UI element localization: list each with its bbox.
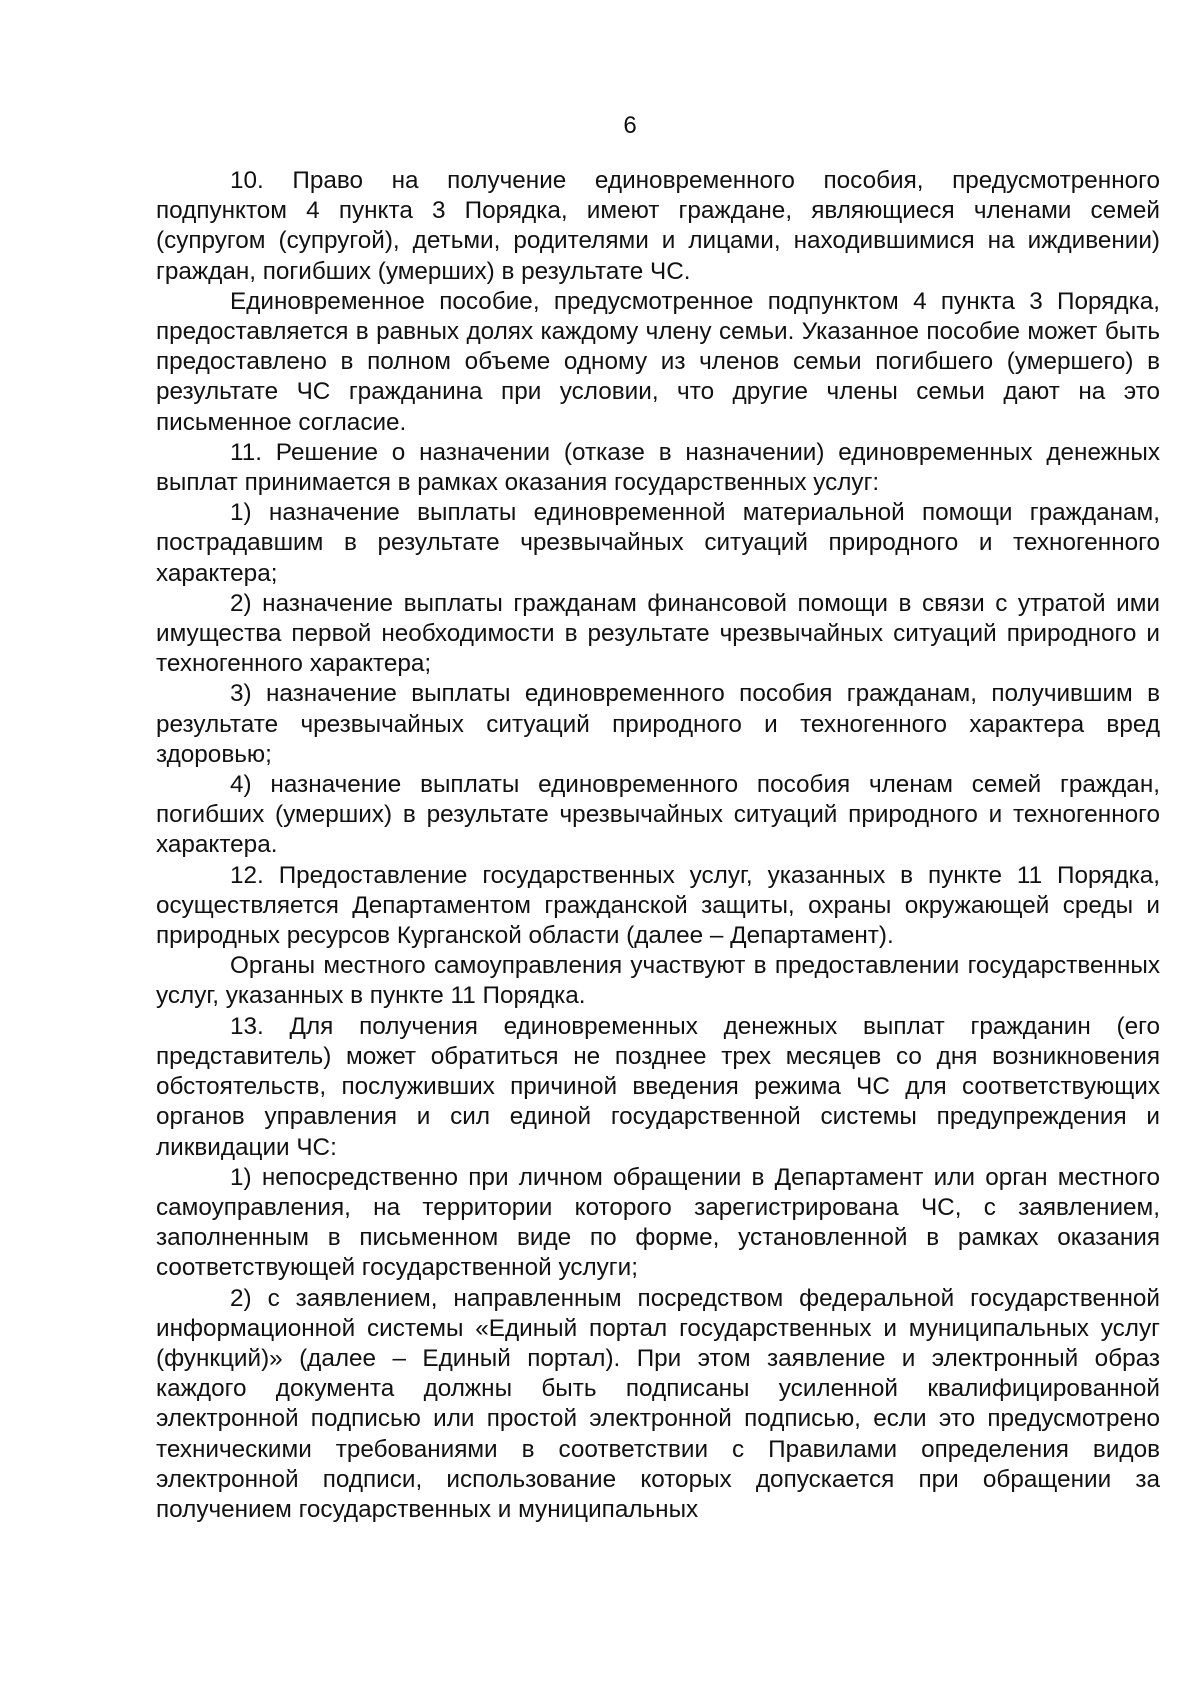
list-item-11-3: 3) назначение выплаты единовременного пособия гражданам, получившим в результате чрезвычайных ситуаций природного и техногенного характера вред здоровью; (156, 680, 1160, 768)
paragraph-10: 10. Право на получение единовременного пособия, предусмотренного подпунктом 4 пункта 3 Порядка, имеют граждане, являющиеся членами семей (супругом (супругой), детьми, родителями и лицами, находившимися на иждивении) граждан, погибших (умерших) в результате ЧС. (156, 167, 1160, 285)
list-item-13-2: 2) с заявлением, направленным посредством федеральной государственной информационной системы «Единый портал государственных и муниципальных услуг (функций)» (далее – Единый портал). При этом заявление и электронный образ каждого документа должны быть подписаны усиленной квалифицированной электронной подписью или простой электронной подписью, если это предусмотрено техническими требованиями в соответствии с Правилами определения видов электронной подписи, использование которых допускается при обращении за получением государственных и муниципальных (156, 1284, 1160, 1523)
page-number: 6 (623, 112, 637, 139)
list-item-11-1: 1) назначение выплаты единовременной материальной помощи гражданам, пострадавшим в результате чрезвычайных ситуаций природного и техногенного характера; (156, 499, 1160, 587)
paragraph-13: 13. Для получения единовременных денежных выплат гражданин (его представитель) может обратиться не позднее трех месяцев со дня возникновения обстоятельств, послуживших причиной введения режима ЧС для соответствующих органов управления и сил единой государственной системы предупреждения и ликвидации ЧС: (156, 1012, 1160, 1161)
list-item-11-2: 2) назначение выплаты гражданам финансовой помощи в связи с утратой ими имущества первой необходимости в результате чрезвычайных ситуаций природного и техногенного характера; (156, 589, 1160, 678)
list-item-13-1: 1) непосредственно при личном обращении в Департамент или орган местного самоуправления, на территории которого зарегистрирована ЧС, с заявлением, заполненным в письменном виде по форме, установленной в рамках оказания соответствующей государственной услуги; (156, 1163, 1160, 1282)
list-item-11-4: 4) назначение выплаты единовременного пособия членам семей граждан, погибших (умерших) в результате чрезвычайных ситуаций природного и техногенного характера. (156, 771, 1160, 859)
paragraph-12-continued: Органы местного самоуправления участвуют в предоставлении государственных услуг, указанных в пункте 11 Порядка. (156, 952, 1160, 1010)
paragraph-11: 11. Решение о назначении (отказе в назначении) единовременных денежных выплат принимается в рамках оказания государственных услуг: (156, 438, 1160, 497)
paragraph-12: 12. Предоставление государственных услуг, указанных в пункте 11 Порядка, осуществляется Департаментом гражданской защиты, охраны окружающей среды и природных ресурсов Курганской области (далее – Департамент). (156, 861, 1160, 950)
paragraph-10-continued: Единовременное пособие, предусмотренное подпунктом 4 пункта 3 Порядка, предоставляется в равных долях каждому члену семьи. Указанное пособие может быть предоставлено в полном объеме одному из членов семьи погибшего (умершего) в результате ЧС гражданина при условии, что другие члены семьи дают на это письменное согласие. (156, 287, 1160, 436)
document-body (156, 166, 1160, 1525)
